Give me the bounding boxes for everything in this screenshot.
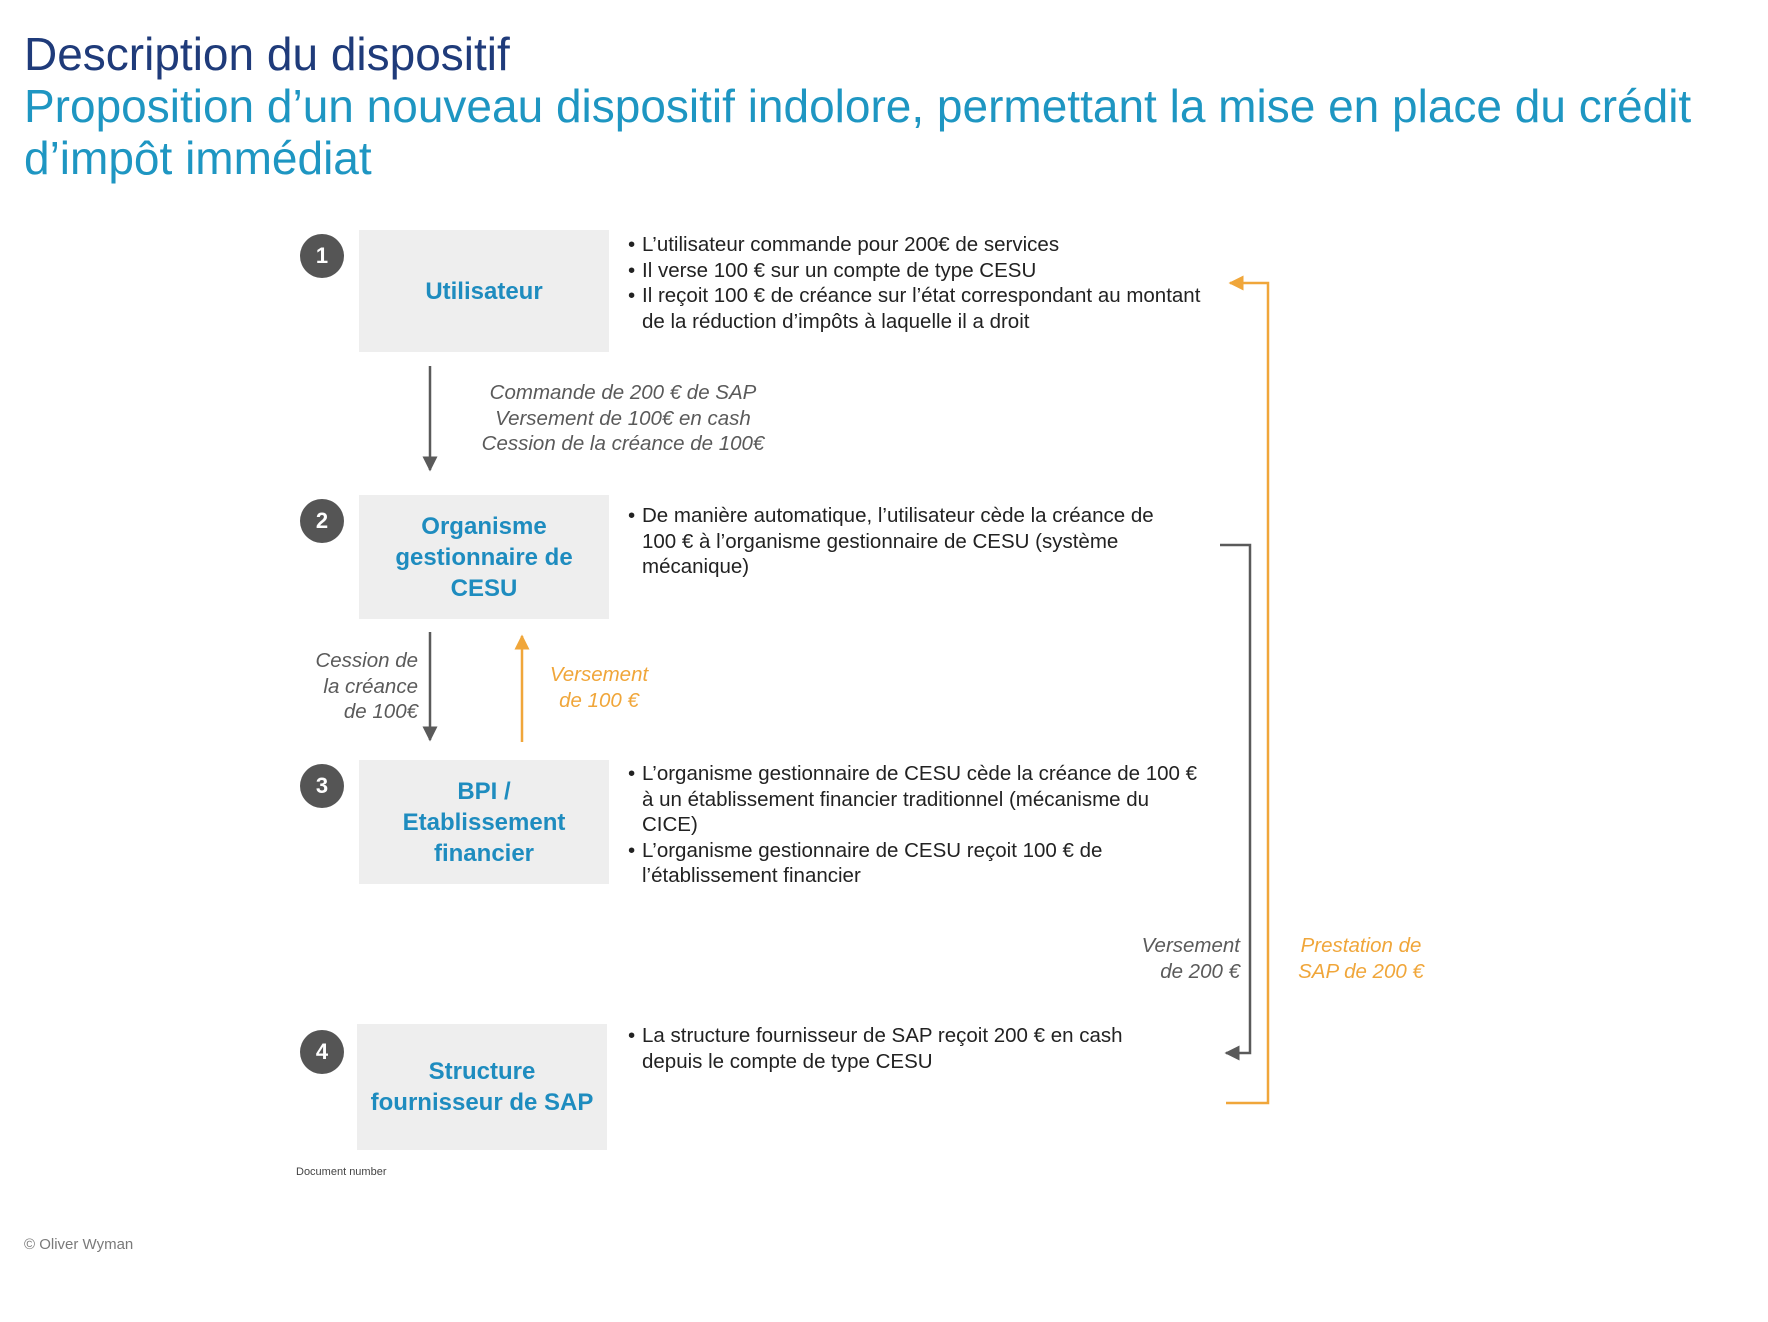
step-1-bullet: • Il reçoit 100 € de créance sur l’état correspondant au montant de la réduction d’impôts à laquelle il a droit: [628, 283, 1228, 334]
flow-line: Cession de la créance de 100€: [481, 432, 765, 455]
flow-line: de 100€: [343, 700, 418, 723]
step-3-box: [359, 760, 609, 884]
step-2-number: 2: [300, 499, 344, 543]
flow-line: SAP de 200 €: [1298, 959, 1424, 983]
flow-line: Prestation de: [1300, 934, 1422, 957]
flow-line: la créance: [323, 674, 418, 698]
step-2-bullets: [628, 503, 1168, 580]
flow-step2-to-step3-label: [272, 648, 418, 725]
step-4-label: Structure fournisseur de SAP: [370, 1058, 594, 1116]
flow-line: Cession de: [315, 649, 418, 672]
flow-cesu-to-sap-label: [1100, 933, 1240, 984]
document-number: Document number: [296, 1166, 387, 1178]
step-1-bullet: • L’utilisateur commande pour 200€ de services: [628, 232, 1228, 258]
flow-sap-to-user-label: [1276, 933, 1446, 984]
step-1-bullet: • Il verse 100 € sur un compte de type CESU: [628, 258, 1228, 284]
footer-copyright: © Oliver Wyman: [24, 1236, 134, 1253]
step-3-bullets: [628, 761, 1208, 889]
step-4-box: [357, 1024, 607, 1150]
flow-line: de 200 €: [1160, 959, 1240, 983]
step-3-bullet: • L’organisme gestionnaire de CESU reçoit 100 € de l’établissement financier: [628, 838, 1208, 889]
flow-line: Versement: [549, 663, 649, 686]
step-4-bullet: • La structure fournisseur de SAP reçoit 200 € en cash depuis le compte de type CESU: [628, 1023, 1168, 1074]
page-title: Description du dispositif: [24, 28, 510, 80]
step-1-box: [359, 230, 609, 352]
flow-line: Commande de 200 € de SAP: [489, 381, 757, 404]
page-subtitle: Proposition d’un nouveau dispositif indolore, permettant la mise en place du crédit d’impôt immédiat: [24, 80, 1692, 184]
step-2-box: [359, 495, 609, 619]
step-3-label: BPI / Etablissement financier: [402, 777, 566, 867]
flow-line: de 100 €: [559, 688, 639, 712]
step-3-bullet: • L’organisme gestionnaire de CESU cède la créance de 100 € à un établissement financier traditionnel (mécanisme du CICE): [628, 761, 1208, 838]
step-4-number: 4: [300, 1030, 344, 1074]
flow-step3-to-step2-label: [535, 662, 663, 713]
flow-step1-to-step2-label: [458, 380, 788, 457]
step-1-number: 1: [300, 234, 344, 278]
step-3-number: 3: [300, 764, 344, 808]
flow-line: Versement: [1141, 934, 1240, 957]
step-1-label: Utilisateur: [425, 277, 543, 305]
step-2-bullet: • De manière automatique, l’utilisateur cède la créance de 100 € à l’organisme gestionnaire de CESU (système mécanique): [628, 503, 1168, 580]
flow-line: Versement de 100€ en cash: [495, 406, 751, 430]
step-2-label: Organisme gestionnaire de CESU: [395, 512, 573, 602]
step-4-bullets: [628, 1023, 1168, 1074]
step-1-bullets: [628, 232, 1228, 334]
